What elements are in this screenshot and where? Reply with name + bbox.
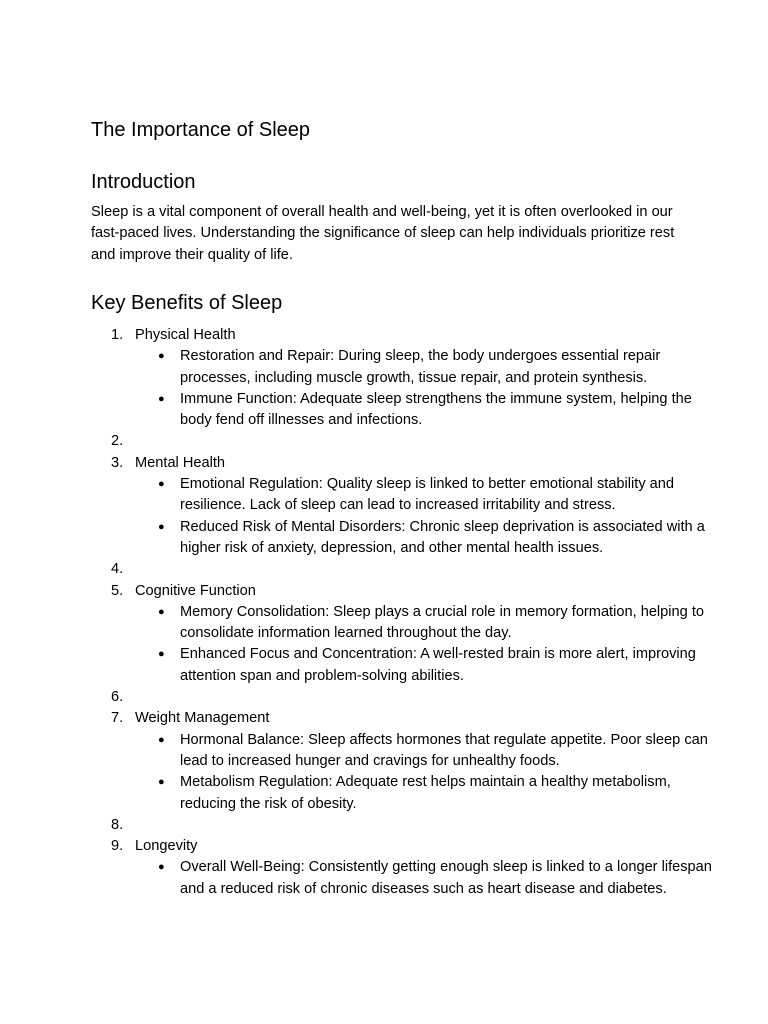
key-benefits-heading: Key Benefits of Sleep — [91, 292, 283, 314]
benefits-list — [91, 325, 712, 900]
benefit-label: Physical Health — [135, 327, 236, 343]
benefit-bullet-item — [135, 857, 720, 900]
benefit-bullet-text: Reduced Risk of Mental Disorders: Chronic sleep deprivation is associated with a higher risk of anxiety, depression, and other mental health issues. — [180, 518, 705, 556]
benefit-bullet-text: Metabolism Regulation: Adequate rest helps maintain a healthy metabolism, reducing the risk of obesity. — [180, 774, 671, 812]
benefit-bullet-text: Enhanced Focus and Concentration: A well-rested brain is more alert, improving attention span and problem-solving abilities. — [180, 646, 696, 684]
bullet-icon: ● — [158, 648, 165, 661]
benefit-number: 1. — [111, 327, 124, 343]
bullet-icon: ● — [158, 733, 165, 746]
benefit-number: 7. — [111, 710, 124, 727]
benefit-bullet-list — [135, 730, 708, 815]
bullet-icon: ● — [158, 520, 165, 533]
bullet-icon: ● — [158, 605, 165, 618]
benefit-bullet-item — [135, 474, 720, 517]
bullet-icon: ● — [158, 392, 165, 405]
benefit-number: 6. — [111, 689, 124, 706]
benefit-number: 4. — [111, 561, 124, 578]
benefit-label: Cognitive Function — [135, 582, 256, 599]
benefit-number: 8. — [111, 816, 124, 833]
bullet-icon: ● — [158, 350, 165, 363]
benefit-item — [91, 815, 691, 836]
bullet-icon: ● — [158, 861, 165, 874]
benefit-bullet-text: Restoration and Repair: During sleep, the body undergoes essential repair processes, including muscle growth, tissue repair, and protein synthesis. — [180, 348, 661, 386]
benefit-bullet-list — [135, 602, 704, 687]
benefit-number: 5. — [111, 582, 124, 599]
benefit-label: Mental Health — [135, 454, 226, 471]
benefit-bullet-list — [135, 474, 705, 559]
benefit-bullet-text: Overall Well-Being: Consistently getting enough sleep is linked to a longer lifespan and a reduced risk of chronic diseases such as heart disease and diabetes. — [180, 859, 712, 897]
benefit-bullet-item — [135, 517, 720, 560]
benefit-bullet-item — [135, 389, 720, 432]
benefit-bullet-text: Immune Function: Adequate sleep strengthens the immune system, helping the body fend off illnesses and infections. — [180, 390, 692, 429]
benefit-number: 3. — [111, 454, 124, 471]
bullet-icon: ● — [158, 478, 165, 491]
benefit-bullet-list — [135, 857, 712, 900]
benefit-item — [91, 431, 691, 452]
benefit-number: 2. — [111, 433, 124, 450]
benefit-bullet-text: Memory Consolidation: Sleep plays a crucial role in memory formation, helping to consolidate information learned throughout the day. — [180, 603, 704, 642]
benefit-bullet-list — [135, 346, 691, 431]
benefit-label: Weight Management — [135, 710, 270, 727]
benefit-bullet-item — [135, 772, 720, 815]
benefit-bullet-item — [135, 346, 720, 389]
benefit-bullet-text: Emotional Regulation: Quality sleep is linked to better emotional stability and resilience. Lack of sleep can lead to increased irritability and stress. — [180, 476, 675, 514]
benefit-bullet-item — [135, 602, 720, 645]
benefit-item — [91, 559, 691, 580]
benefit-item — [91, 687, 691, 708]
benefit-item — [91, 453, 705, 559]
benefit-item — [91, 581, 704, 687]
bullet-icon: ● — [158, 776, 165, 789]
benefit-label: Longevity — [135, 838, 198, 855]
benefit-item — [91, 836, 712, 900]
benefit-bullet-text: Hormonal Balance: Sleep affects hormones that regulate appetite. Poor sleep can lead to increased hunger and cravings for unhealthy foods. — [180, 731, 708, 769]
benefit-number: 9. — [111, 838, 124, 855]
introduction-heading: Introduction — [91, 171, 196, 193]
introduction-paragraph: Sleep is a vital component of overall health and well-being, yet it is often overlooked in our fast-paced lives. Understanding the significance of sleep can help individuals prioritize rest and improve their quality of life. — [91, 204, 675, 263]
benefit-bullet-item — [135, 644, 720, 687]
benefit-bullet-item — [135, 730, 720, 773]
document-title: The Importance of Sleep — [91, 119, 311, 141]
benefit-item — [91, 708, 708, 814]
benefit-item — [91, 325, 691, 431]
